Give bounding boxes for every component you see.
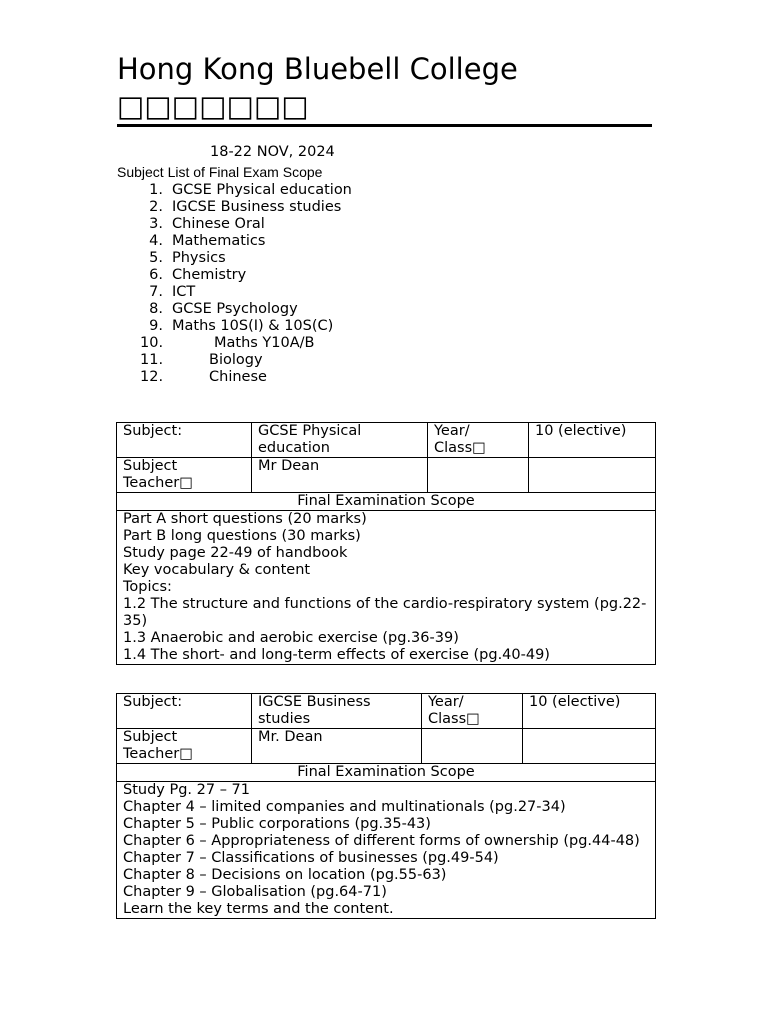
list-number: 2.: [149, 199, 163, 215]
list-text: Maths Y10A/B: [214, 335, 315, 351]
subject-list-title: Subject List of Final Exam Scope: [117, 164, 323, 180]
list-item: [117, 352, 352, 369]
list-text: Mathematics: [172, 233, 266, 249]
scope-line: 1.4 The short- and long-term effects of exercise (pg.40-49): [123, 647, 550, 663]
table-row: [117, 423, 656, 458]
scope-line: Chapter 7 – Classifications of businesses (pg.49-54): [123, 850, 499, 866]
list-text: GCSE Psychology: [172, 301, 298, 317]
teacher-value: Mr Dean: [252, 458, 428, 493]
list-number: 11.: [140, 352, 164, 368]
scope-content: [117, 511, 656, 665]
list-item: [117, 335, 352, 352]
scope-line: Chapter 5 – Public corporations (pg.35-43): [123, 816, 431, 832]
empty-cell: [422, 729, 523, 764]
scope-table-pe: [116, 422, 656, 665]
scope-line: Chapter 4 – limited companies and multinationals (pg.27-34): [123, 799, 566, 815]
empty-cell: [523, 729, 656, 764]
subject-label: Subject:: [117, 694, 252, 729]
list-item: [117, 369, 352, 386]
subject-value: IGCSE Business studies: [252, 694, 422, 729]
list-number: 12.: [140, 369, 164, 385]
table-row: [117, 493, 656, 511]
scope-table-business: [116, 693, 656, 919]
scope-line: Key vocabulary & content: [123, 562, 311, 578]
list-number: 6.: [149, 267, 163, 283]
scope-title: Final Examination Scope: [117, 764, 656, 782]
table-row: [117, 458, 656, 493]
scope-line: Chapter 9 – Globalisation (pg.64-71): [123, 884, 387, 900]
exam-date: 18-22 NOV, 2024: [210, 144, 335, 160]
table-row: [117, 782, 656, 919]
list-number: 7.: [149, 284, 163, 300]
list-item: [117, 301, 352, 318]
year-label: Year/ Class□: [422, 694, 523, 729]
list-item: [117, 233, 352, 250]
list-text: Maths 10S(I) & 10S(C): [172, 318, 334, 334]
scope-line: Study page 22-49 of handbook: [123, 545, 348, 561]
list-text: Chinese Oral: [172, 216, 265, 232]
scope-title: Final Examination Scope: [117, 493, 656, 511]
list-item: [117, 284, 352, 301]
list-text: IGCSE Business studies: [172, 199, 342, 215]
year-value: 10 (elective): [523, 694, 656, 729]
teacher-value: Mr. Dean: [252, 729, 422, 764]
table-row: [117, 511, 656, 665]
scope-line: Chapter 6 – Appropriateness of different forms of ownership (pg.44-48): [123, 833, 640, 849]
scope-line: 1.3 Anaerobic and aerobic exercise (pg.36-39): [123, 630, 459, 646]
scope-line: Part A short questions (20 marks): [123, 511, 367, 527]
table-row: [117, 729, 656, 764]
list-item: [117, 250, 352, 267]
scope-line: 1.2 The structure and functions of the cardio-respiratory system (pg.22-35): [123, 596, 647, 629]
list-text: ICT: [172, 284, 196, 300]
list-number: 4.: [149, 233, 163, 249]
teacher-label: Subject Teacher□: [117, 729, 252, 764]
list-number: 9.: [149, 318, 163, 334]
list-item: [117, 199, 352, 216]
scope-line: Part B long questions (30 marks): [123, 528, 361, 544]
table-row: [117, 764, 656, 782]
list-text: Chinese: [209, 369, 267, 385]
list-text: Physics: [172, 250, 226, 266]
year-value: 10 (elective): [529, 423, 656, 458]
subject-list: [117, 182, 352, 386]
list-item: [117, 318, 352, 335]
list-text: GCSE Physical education: [172, 182, 352, 198]
empty-cell: [428, 458, 529, 493]
scope-line: Topics:: [123, 579, 172, 595]
header-rule: [117, 124, 652, 127]
scope-line: Learn the key terms and the content.: [123, 901, 394, 917]
subject-label: Subject:: [117, 423, 252, 458]
table-row: [117, 694, 656, 729]
list-text: Biology: [209, 352, 263, 368]
scope-line: Chapter 8 – Decisions on location (pg.55-63): [123, 867, 447, 883]
list-number: 10.: [140, 335, 164, 351]
list-number: 3.: [149, 216, 163, 232]
list-number: 1.: [149, 182, 163, 198]
list-text: Chemistry: [172, 267, 247, 283]
list-number: 8.: [149, 301, 163, 317]
scope-content: [117, 782, 656, 919]
list-number: 5.: [149, 250, 163, 266]
school-name-chinese: □□□□□□□: [117, 89, 309, 123]
school-name: Hong Kong Bluebell College: [117, 52, 518, 86]
empty-cell: [529, 458, 656, 493]
list-item: [117, 216, 352, 233]
list-item: [117, 182, 352, 199]
year-label: Year/ Class□: [428, 423, 529, 458]
teacher-label: Subject Teacher□: [117, 458, 252, 493]
list-item: [117, 267, 352, 284]
subject-value: GCSE Physical education: [252, 423, 428, 458]
scope-line: Study Pg. 27 – 71: [123, 782, 251, 798]
